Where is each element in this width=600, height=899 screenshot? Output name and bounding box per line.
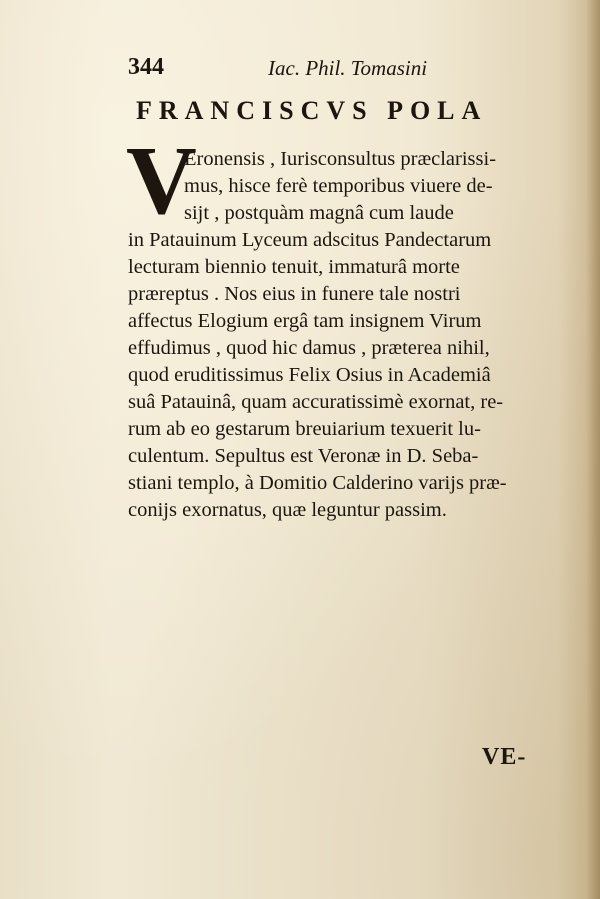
text-line: stiani templo, à Domitio Calderino varijs præ- [128,472,507,494]
drop-cap: V [126,127,197,235]
catchword: VE- [482,744,527,770]
text-line: in Patauinum Lyceum adscitus Pandectarum [128,229,492,251]
page-header [128,54,438,82]
text-line: Eronensis , Iurisconsultus præclarissi- [184,148,497,170]
text-line: quod eruditissimus Felix Osius in Academiâ [128,364,491,386]
text-line: sijt , postquàm magnâ cum laude [184,202,454,224]
binding-gutter-shadow [586,0,600,899]
text-line: lecturam biennio tenuit, immaturâ morte [128,256,460,278]
running-title: Iac. Phil. Tomasini [268,56,428,80]
text-line: affectus Elogium ergâ tam insignem Virum [128,310,482,332]
page-number: 344 [128,54,164,80]
text-line: præreptus . Nos eius in funere tale nostri [128,283,461,305]
text-line: rum ab eo gestarum breuiarium texuerit lu- [128,418,481,440]
text-line: mus, hisce ferè temporibus viuere de- [184,175,493,197]
text-line: suâ Patauinâ, quam accuratissimè exornat, re- [128,391,504,413]
body-text [128,146,568,524]
section-heading: FRANCISCVS POLA [136,96,488,125]
text-line: effudimus , quod hic damus , præterea nihil, [128,337,490,359]
text-line: conijs exornatus, quæ leguntur passim. [128,499,447,521]
text-line: culentum. Sepultus est Veronæ in D. Seba- [128,445,479,467]
